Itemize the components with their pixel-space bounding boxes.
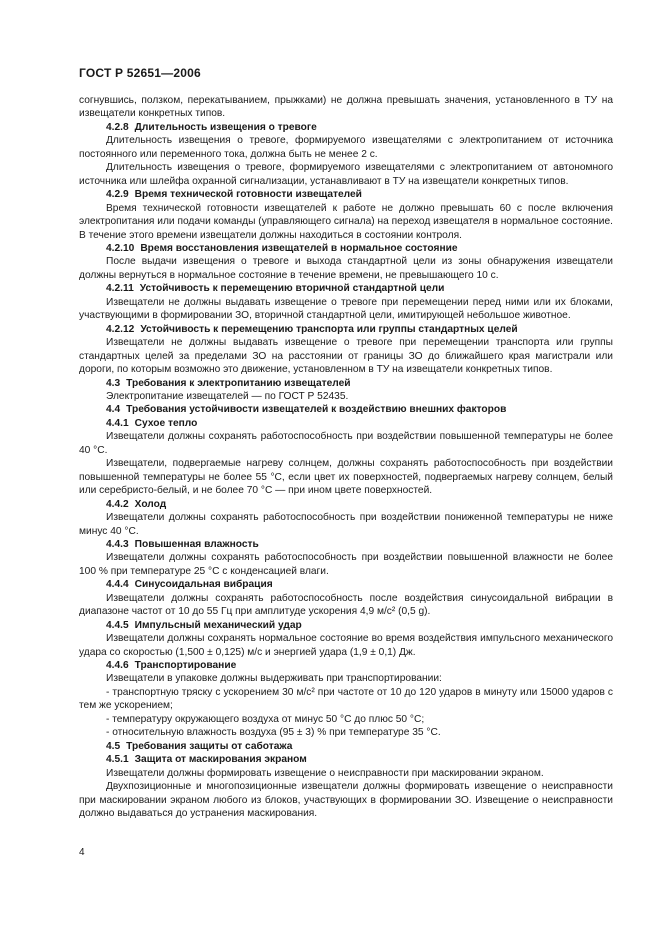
section-heading xyxy=(79,538,613,551)
section-number: 4.2.12 xyxy=(106,323,135,335)
paragraph: - температуру окружающего воздуха от минус 50 °С до плюс 50 °С; xyxy=(106,713,425,725)
paragraph: Электропитание извещателей — по ГОСТ Р 52435. xyxy=(106,390,349,402)
section-heading xyxy=(79,619,613,632)
document-header: ГОСТ Р 52651—2006 xyxy=(79,66,201,80)
section-number: 4.2.10 xyxy=(106,242,135,254)
section-title: Требования к электропитанию извещателей xyxy=(126,377,351,389)
section-number: 4.4.6 xyxy=(106,660,129,672)
section-heading xyxy=(79,740,613,753)
section-heading xyxy=(79,242,613,255)
section-title: Время восстановления извещателей в нормальное состояние xyxy=(140,242,458,254)
section-heading xyxy=(79,498,613,511)
section-title: Холод xyxy=(134,498,167,510)
section-heading xyxy=(79,323,613,336)
paragraph: Извещатели должны сохранять работоспособность при воздействии повышенной влажности не более 100 % при температуре 25 °С с конденсацией влаги. xyxy=(79,552,613,577)
section-number: 4.2.9 xyxy=(106,189,129,201)
section-heading xyxy=(79,417,613,430)
paragraph: Извещатели не должны выдавать извещение о тревоге при перемещении перед ними или их блоками, участвующими в формировании ЗО, вторичной стандартной цели, имитирующей небольшое животное. xyxy=(79,296,613,322)
paragraph: Извещатели не должны выдавать извещение о тревоге при перемещении транспорта или группы стандартных целей за пределами ЗО на расстоянии от границы ЗО до ближайшего края магистрали или дороги, по которым возможно это движение, установленном в ТУ на извещатели конкретных типов. xyxy=(79,337,613,376)
paragraph: Извещатели должны сохранять нормальное состояние во время воздействия импульсного механического удара со скоростью (1,500 ± 0,125) м/с и энергией удара (1,9 ± 0,1) Дж. xyxy=(79,633,613,658)
paragraph: После выдачи извещения о тревоге и выхода стандартной цели из зоны обнаружения извещатели должны вернуться в нормальное состояние в течение времени, не превышающего 10 с. xyxy=(79,256,613,281)
section-number: 4.4.4 xyxy=(106,579,129,591)
section-heading xyxy=(79,753,613,766)
paragraph: Извещатели должны сохранять работоспособность при воздействии пониженной температуры не ниже минус 40 °С. xyxy=(79,512,613,537)
section-title: Синусоидальная вибрация xyxy=(134,579,273,591)
paragraph: Извещатели должны сохранять работоспособность после воздействия синусоидальной вибрации в диапазоне частот от 10 до 55 Гц при амплитуде ускорения 4,9 м/с² (0,5 g). xyxy=(79,592,613,618)
section-number: 4.3 xyxy=(106,377,121,389)
section-heading xyxy=(79,659,613,672)
section-title: Длительность извещения о тревоге xyxy=(134,121,317,133)
section-heading xyxy=(79,121,613,134)
section-title: Повышенная влажность xyxy=(134,538,259,550)
paragraph: - транспортную тряску с ускорением 30 м/с² при частоте от 10 до 120 ударов в минуту или 15000 ударов с тем же ускорением; xyxy=(79,686,613,712)
section-heading xyxy=(79,188,613,201)
section-heading xyxy=(79,282,613,295)
section-title: Защита от маскирования экраном xyxy=(134,754,307,766)
section-number: 4.4 xyxy=(106,404,121,416)
section-number: 4.5 xyxy=(106,740,121,752)
section-title: Импульсный механический удар xyxy=(134,619,302,631)
section-title: Время технической готовности извещателей xyxy=(134,189,362,201)
section-number: 4.5.1 xyxy=(106,754,129,766)
document-body xyxy=(79,94,613,820)
section-number: 4.4.2 xyxy=(106,498,129,510)
section-title: Транспортирование xyxy=(134,660,237,672)
paragraph: Двухпозиционные и многопозиционные извещатели должны формировать извещение о неисправности при маскировании экраном любого из блоков, участвующих в формировании ЗО. Извещение о неисправности должно выдаваться до устранения маскирования. xyxy=(79,781,613,820)
paragraph: Извещатели должны формировать извещение о неисправности при маскировании экраном. xyxy=(106,767,544,779)
section-number: 4.4.1 xyxy=(106,417,129,429)
section-number: 4.4.5 xyxy=(106,619,129,631)
section-title: Устойчивость к перемещению транспорта или группы стандартных целей xyxy=(140,323,518,335)
paragraph: Время технической готовности извещателей к работе не должно превышать 60 с после включения электропитания или подачи команды (управляющего сигнала) на переход извещателя в нормальное состояние. В течение этого времени извещатели должны находиться в состоянии контроля. xyxy=(79,202,613,241)
paragraph: Длительность извещения о тревоге, формируемого извещателями с электропитанием от источника постоянного или переменного тока, должна быть не менее 2 с. xyxy=(79,135,613,160)
section-title: Устойчивость к перемещению вторичной стандартной цели xyxy=(139,283,445,295)
section-number: 4.2.8 xyxy=(106,121,129,133)
section-number: 4.2.11 xyxy=(106,283,134,295)
paragraph: Извещатели, подвергаемые нагреву солнцем, должны сохранять работоспособность при воздействии повышенной температуры не более 55 °С, если цвет их поверхностей, подвергаемых нагреву солнцем, белый или серебристо-белый, и не более 70 °С — при ином цвете поверхностей. xyxy=(79,458,613,497)
section-number: 4.4.3 xyxy=(106,538,129,550)
page-number: 4 xyxy=(79,847,85,858)
section-heading xyxy=(79,377,613,390)
paragraph: Извещатели в упаковке должны выдерживать при транспортировании: xyxy=(106,673,442,685)
section-title: Требования защиты от саботажа xyxy=(126,740,293,752)
paragraph: согнувшись, ползком, перекатыванием, прыжками) не должна превышать значения, установленного в ТУ на извещатели конкретных типов. xyxy=(79,95,613,120)
paragraph: Длительность извещения о тревоге, формируемого извещателями с электропитанием от автономного источника или шлейфа охранной сигнализации, устанавливают в ТУ на извещатели конкретных типов. xyxy=(79,162,613,187)
section-title: Требования устойчивости извещателей к воздействию внешних факторов xyxy=(126,404,507,416)
section-title: Сухое тепло xyxy=(134,417,198,429)
paragraph: - относительную влажность воздуха (95 ± 3) % при температуре 35 °С. xyxy=(106,727,441,739)
paragraph: Извещатели должны сохранять работоспособность при воздействии повышенной температуры не более 40 °С. xyxy=(79,431,613,456)
section-heading xyxy=(79,403,613,416)
section-heading xyxy=(79,578,613,591)
